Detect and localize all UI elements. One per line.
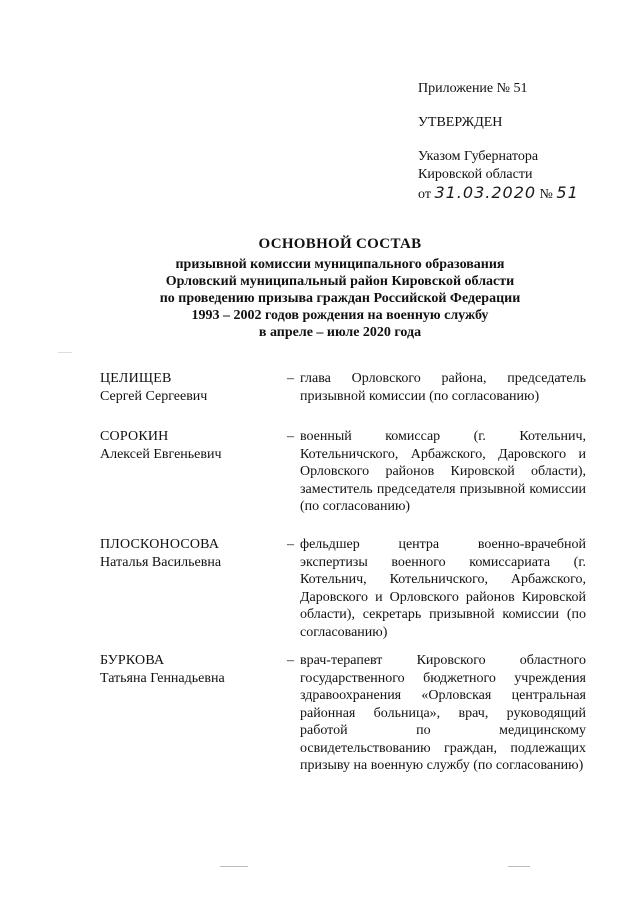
member-role: врач-терапевт Кировского областного государственного бюджетного учреждения здравоохранения «Орловская центральная районная больница», врач, руководящий работой по медицинскому освидетельствованию граждан, подлежащих призыву на военную службу (по согласованию) (300, 653, 586, 773)
member-dash: – (287, 371, 294, 386)
member-surname: БУРКОВА (100, 653, 165, 668)
handwritten-number: 51 (556, 183, 579, 202)
title-line: Орловский муниципальный район Кировской области (165, 274, 515, 289)
decree-date-line (418, 184, 618, 204)
member-name (100, 536, 280, 571)
handwritten-date: 31.03.2020 (434, 183, 537, 202)
title-line: в апреле – июле 2020 года (258, 325, 422, 340)
member-given-name: Наталья Васильевна (100, 554, 222, 570)
scan-speck (508, 866, 530, 867)
member-role: глава Орловского района, председатель призывной комиссии (по согласованию) (300, 371, 586, 404)
approval-block (418, 80, 618, 204)
title-line: по проведению призыва граждан Российской Федерации (159, 291, 521, 306)
title-line: призывной комиссии муниципального образования (175, 257, 505, 272)
document-title (120, 236, 560, 341)
decree-line-1: Указом Губернатора (418, 149, 539, 164)
scan-speck (220, 866, 248, 867)
scan-speck (58, 352, 72, 353)
member-given-name: Сергей Сергеевич (100, 388, 208, 404)
approved-label: УТВЕРЖДЕН (418, 115, 503, 130)
member-given-name: Алексей Евгеньевич (100, 446, 222, 462)
title-main: ОСНОВНОЙ СОСТАВ (258, 236, 422, 252)
member-dash: – (287, 429, 294, 444)
member-name (100, 370, 280, 405)
member-role: фельдшер центра военно-врачебной экспертизы военного комиссариата (г. Котельнич, Котельничского, Арбажского, Даровского и Орловского районов Кировской области), секретарь призывной комиссии (по согласованию) (300, 537, 586, 640)
member-role: военный комиссар (г. Котельнич, Котельничского, Арбажского, Даровского и Орловского районов Кировской области), заместитель председателя призывной комиссии (по согласованию) (300, 429, 586, 514)
decree-line-2: Кировской области (418, 167, 533, 182)
member-name (100, 652, 280, 687)
member-dash: – (287, 537, 294, 552)
member-surname: ЦЕЛИЩЕВ (100, 371, 172, 386)
member-surname: ПЛОСКОНОСОВА (100, 537, 220, 552)
member-dash: – (287, 653, 294, 668)
member-surname: СОРОКИН (100, 429, 169, 444)
date-prefix: от (418, 187, 431, 202)
member-name (100, 428, 280, 463)
member-given-name: Татьяна Геннадьевна (100, 670, 225, 686)
title-line: 1993 – 2002 годов рождения на военную службу (191, 308, 489, 323)
number-prefix: № (539, 187, 553, 202)
appendix-number: Приложение № 51 (418, 81, 528, 96)
